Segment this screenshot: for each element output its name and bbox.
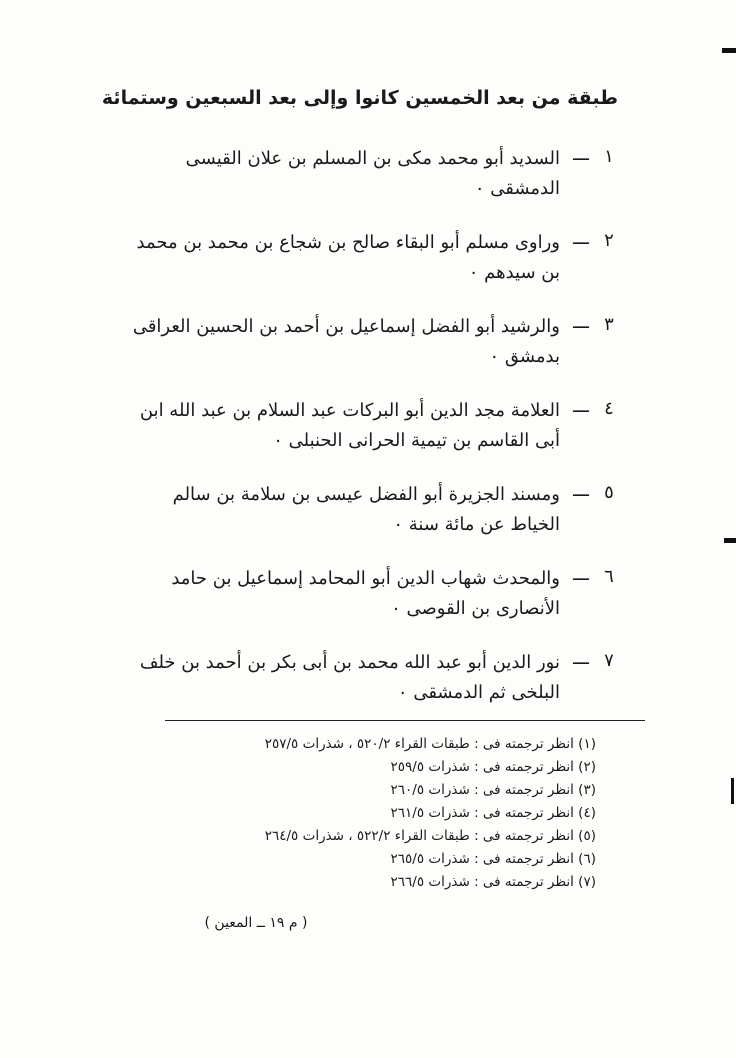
- entry-dash: ـــ: [573, 396, 589, 417]
- entry-number: ١: [604, 146, 614, 167]
- entry-number: ٤: [604, 398, 614, 419]
- entry-text: نور الدين أبو عبد الله محمد بن أبى بكر بن أحمد بن خلف البلخى ثم الدمشقى ٠: [139, 652, 560, 703]
- entry-text: ومسند الجزيرة أبو الفضل عيسى بن سلامة بن سالم الخياط عن مائة سنة ٠: [172, 484, 560, 535]
- scan-mark: [731, 778, 734, 804]
- entry-list: [124, 138, 624, 726]
- entry-dash: ـــ: [573, 564, 589, 585]
- entry-dash: ـــ: [573, 648, 589, 669]
- entry-dash: ـــ: [573, 312, 589, 333]
- footnote: (٦) انظر ترجمته فى : شذرات ٢٦٥/٥: [390, 851, 596, 867]
- footnote: (٣) انظر ترجمته فى : شذرات ٢٦٠/٥: [390, 782, 596, 798]
- footnote: (٧) انظر ترجمته فى : شذرات ٢٦٦/٥: [390, 874, 596, 890]
- entry-text: وراوى مسلم أبو البقاء صالح بن شجاع بن محمد بن محمد بن سيدهم ٠: [136, 232, 560, 283]
- entry-number: ٦: [604, 566, 614, 587]
- entry-number: ٢: [604, 230, 614, 251]
- entry-text: العلامة مجد الدين أبو البركات عبد السلام بن عبد الله ابن أبى القاسم بن تيمية الحرانى الحنبلى ٠: [139, 400, 560, 451]
- entry-number: ٧: [604, 650, 614, 671]
- scan-mark: [722, 48, 736, 53]
- list-item: [124, 222, 624, 306]
- entry-number: ٣: [604, 314, 614, 335]
- entry-dash: ـــ: [573, 480, 589, 501]
- footnotes: [126, 733, 596, 894]
- footnote: (٥) انظر ترجمته فى : طبقات القراء ٥٢٢/٢ ، شذرات ٢٦٤/٥: [264, 828, 596, 844]
- entry-text: والرشيد أبو الفضل إسماعيل بن أحمد بن الحسين العراقى بدمشق ٠: [132, 316, 560, 367]
- section-heading: طبقة من بعد الخمسين كانوا وإلى بعد السبعين وستمائة: [101, 87, 618, 109]
- footnote-divider: [165, 720, 645, 721]
- footnote: (٢) انظر ترجمته فى : شذرات ٢٥٩/٥: [390, 759, 596, 775]
- entry-dash: ـــ: [573, 228, 589, 249]
- entry-dash: ـــ: [573, 144, 589, 165]
- entry-text: والمحدث شهاب الدين أبو المحامد إسماعيل بن حامد الأنصارى بن القوصى ٠: [171, 568, 560, 619]
- scan-mark: [724, 538, 736, 543]
- signature-mark: ( م ١٩ ــ المعين ): [204, 915, 308, 931]
- list-item: [124, 138, 624, 222]
- list-item: [124, 642, 624, 726]
- list-item: [124, 474, 624, 558]
- list-item: [124, 558, 624, 642]
- footnote: (٤) انظر ترجمته فى : شذرات ٢٦١/٥: [390, 805, 596, 821]
- list-item: [124, 390, 624, 474]
- entry-number: ٥: [604, 482, 614, 503]
- footnote: (١) انظر ترجمته فى : طبقات القراء ٥٢٠/٢ ، شذرات ٢٥٧/٥: [264, 736, 596, 752]
- entry-text: السديد أبو محمد مكى بن المسلم بن علان القيسى الدمشقى ٠: [185, 148, 560, 199]
- list-item: [124, 306, 624, 390]
